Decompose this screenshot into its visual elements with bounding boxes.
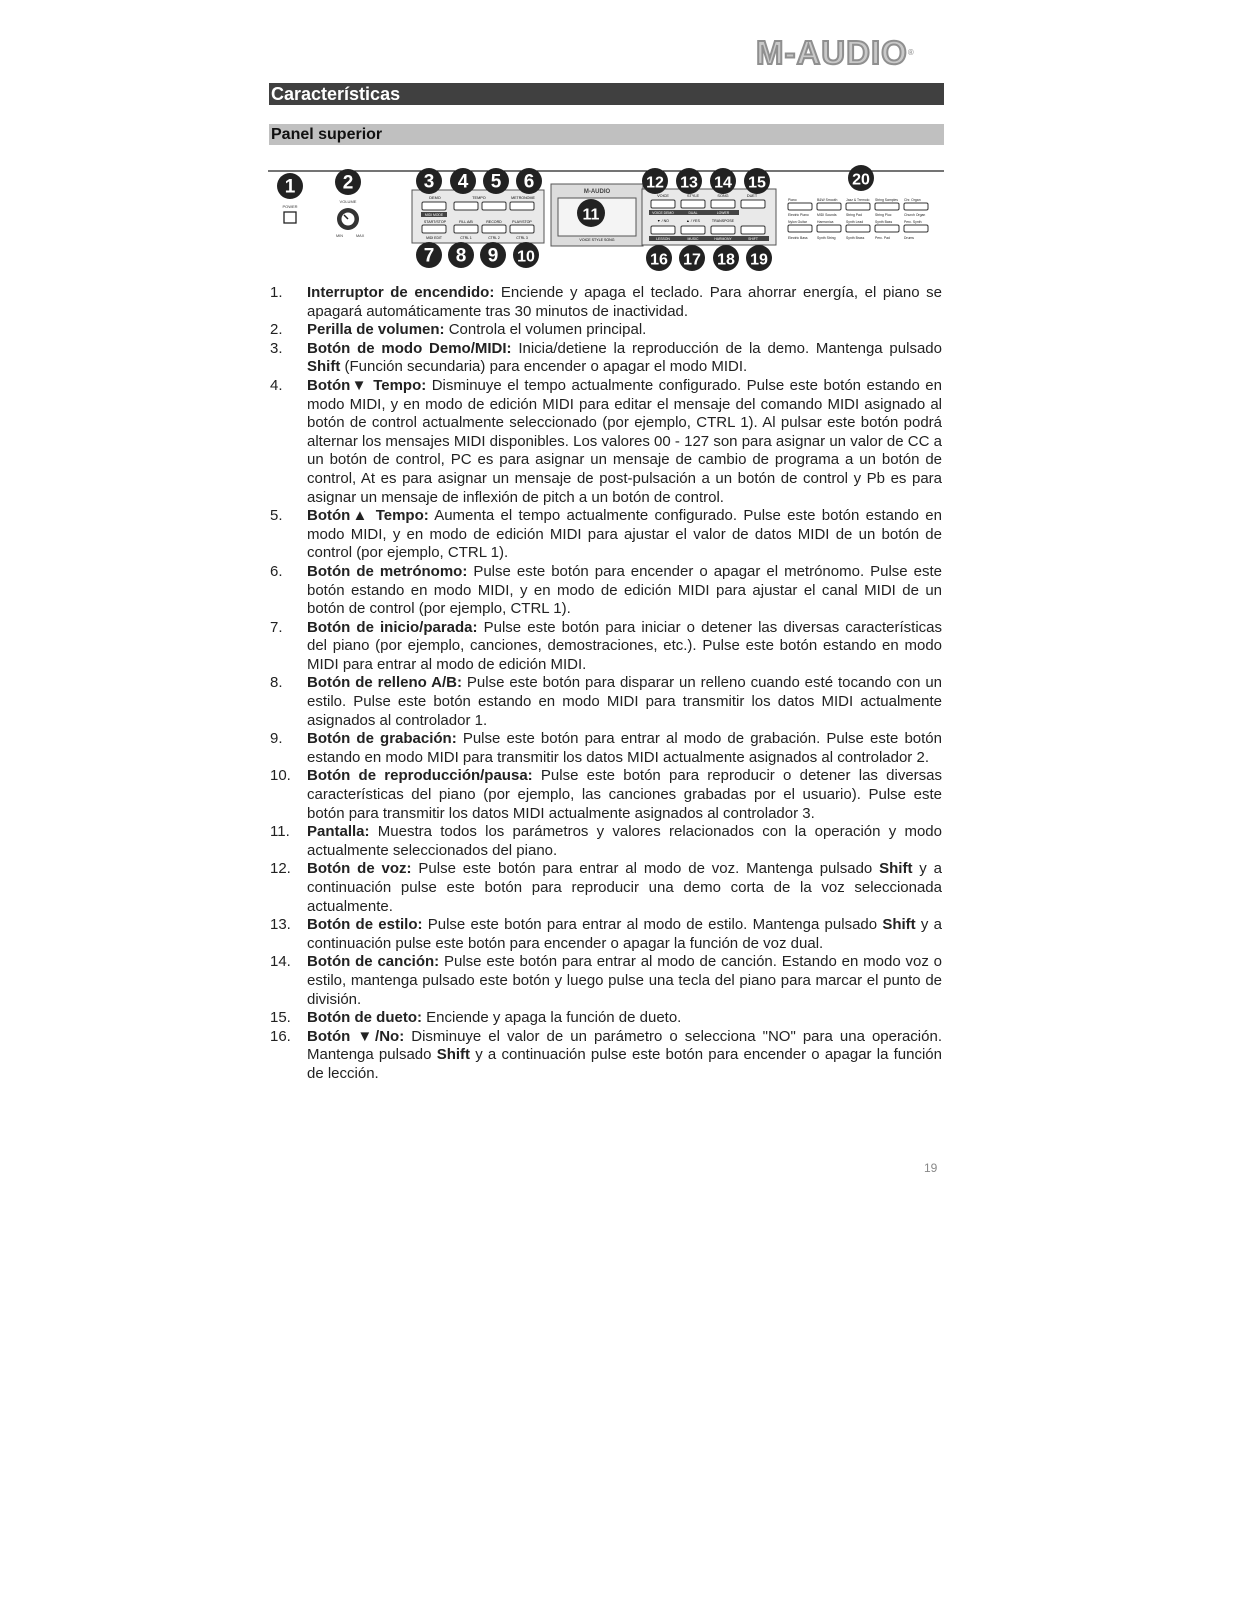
voice-label: String Pad xyxy=(846,213,862,217)
callout-18 xyxy=(713,245,739,271)
item-title: Botón▼ Tempo: xyxy=(307,376,427,394)
feature-item xyxy=(270,674,942,730)
section-title: Características xyxy=(269,83,944,105)
voice-label: String Samples xyxy=(875,198,898,202)
svg-text:HARMONY: HARMONY xyxy=(714,237,732,241)
callout-label: 18 xyxy=(717,251,735,269)
feature-item xyxy=(270,321,942,340)
svg-text:MIDI EDIT: MIDI EDIT xyxy=(426,236,442,240)
item-text-continued: y a continuación pulse este botón para encender o apagar la función de voz dual. xyxy=(307,916,942,952)
callout-label: 5 xyxy=(490,171,502,193)
svg-text:DEMO: DEMO xyxy=(429,196,441,200)
svg-text:SONG: SONG xyxy=(717,194,729,198)
callout-label: 4 xyxy=(457,171,469,193)
callout-label: 7 xyxy=(423,245,435,267)
callout-9 xyxy=(480,242,506,268)
callout-4 xyxy=(450,168,476,194)
item-number: 15. xyxy=(270,1009,291,1027)
svg-text:VOICE: VOICE xyxy=(657,194,669,198)
feature-item xyxy=(270,730,942,767)
item-text: Pulse este botón para entrar al modo de estilo. Mantenga pulsado xyxy=(422,916,883,934)
callout-7 xyxy=(416,242,442,268)
item-title: Botón de voz: xyxy=(307,860,412,878)
callout-label: 10 xyxy=(517,248,535,266)
feature-item xyxy=(270,284,942,321)
svg-text:POWER: POWER xyxy=(282,204,298,209)
item-number: 6. xyxy=(270,562,283,580)
svg-text:START/STOP: START/STOP xyxy=(423,220,447,224)
control-panel-left xyxy=(412,190,544,243)
item-number: 14. xyxy=(270,953,291,971)
item-number: 10. xyxy=(270,767,291,785)
item-title: Botón de relleno A/B: xyxy=(307,674,462,692)
voice-label: Perc. Synth xyxy=(904,220,922,224)
item-number: 1. xyxy=(270,284,283,301)
feature-list xyxy=(270,284,942,1084)
voice-label: Jazz & Tremolo xyxy=(846,198,870,202)
feature-item xyxy=(270,563,942,619)
item-text: Pulse este botón para entrar al modo de grabación. Pulse este botón estando en modo MIDI para transmitir los datos MIDI actualmente asignados al controlador 2. xyxy=(307,730,942,766)
item-text: Pulse este botón para iniciar o detener las diversas características del piano (por ejemplo, canciones, demostraciones, etc.). Pulse este botón estando en modo MIDI para entrar al modo de edición MIDI. xyxy=(307,618,942,673)
svg-text:VOLUME: VOLUME xyxy=(339,199,357,204)
callout-label: 12 xyxy=(646,174,664,192)
item-number: 16. xyxy=(270,1027,291,1045)
callout-2 xyxy=(335,169,361,195)
item-title: Interruptor de encendido: xyxy=(307,284,495,301)
item-text: Aumenta el tempo actualmente configurado. Pulse este botón estando en modo MIDI, y en modo de edición MIDI para ajustar el valor de datos MIDI de un botón de control (por ejemplo, CTRL 1). xyxy=(307,507,942,562)
callout-label: 13 xyxy=(680,174,698,192)
voice-grid xyxy=(788,198,928,240)
svg-text:FILL A/B: FILL A/B xyxy=(459,220,473,224)
item-key-shift: Shift xyxy=(882,916,916,934)
item-title: Botón de reproducción/pausa: xyxy=(307,767,533,785)
callout-15 xyxy=(744,168,770,194)
item-text-continued: y a continuación pulse este botón para reproducir una demo corta de la voz seleccionada actualmente. xyxy=(307,860,943,915)
item-number: 4. xyxy=(270,376,283,394)
callout-12 xyxy=(642,168,668,194)
voice-button xyxy=(875,198,899,217)
svg-text:METRONOME: METRONOME xyxy=(511,196,535,200)
voice-button xyxy=(904,198,928,217)
feature-item xyxy=(270,377,942,507)
callout-13 xyxy=(676,168,702,194)
item-number: 2. xyxy=(270,321,283,339)
item-text: Controla el volumen principal. xyxy=(444,321,647,339)
voice-label: Synth Lead xyxy=(846,220,864,224)
svg-text:▼ / NO: ▼ / NO xyxy=(657,219,669,223)
callout-8 xyxy=(448,242,474,268)
svg-text:LESSON: LESSON xyxy=(656,237,670,241)
item-text: Disminuye el valor de un parámetro o selecciona "NO" para una operación. Mantenga pulsado xyxy=(307,1027,942,1064)
item-number: 3. xyxy=(270,339,283,357)
voice-button xyxy=(788,198,812,217)
feature-item xyxy=(270,767,942,823)
item-text: Pulse este botón para disparar un relleno cuando esté tocando con un estilo. Pulse este botón estando en modo MIDI para transmitir los datos MIDI actualmente asignados al controlador 1. xyxy=(307,674,942,729)
voice-label: B&W Smooth xyxy=(817,198,838,202)
callout-17 xyxy=(679,245,705,271)
item-text: Pulse este botón para entrar al modo de canción. Estando en modo voz o estilo, mantenga pulsado este botón y luego pulse una tecla del piano para marcar el punto de división. xyxy=(307,953,942,1008)
voice-label: Drums xyxy=(904,236,914,240)
svg-text:MAX: MAX xyxy=(356,234,365,238)
item-number: 9. xyxy=(270,730,283,748)
voice-label: Harmonica xyxy=(817,220,834,224)
item-number: 7. xyxy=(270,618,283,636)
voice-label: MIDI Sounds xyxy=(817,213,837,217)
volume-knob xyxy=(336,199,365,238)
svg-text:STYLE: STYLE xyxy=(686,194,700,198)
callout-14 xyxy=(710,168,736,194)
callout-label: 1 xyxy=(284,176,296,198)
svg-text:TRANSPOSE: TRANSPOSE xyxy=(711,219,735,223)
item-title: Botón de modo Demo/MIDI: xyxy=(307,339,512,357)
callout-19 xyxy=(746,245,772,271)
callout-label: 20 xyxy=(852,171,870,189)
callout-3 xyxy=(416,168,442,194)
item-number: 11. xyxy=(270,823,290,841)
svg-text:MUSIC: MUSIC xyxy=(687,237,699,241)
item-title: Pantalla: xyxy=(307,823,370,841)
item-text: Muestra todos los parámetros y valores relacionados con la operación y modo actualmente seleccionados del piano. xyxy=(307,823,942,859)
svg-text:RECORD: RECORD xyxy=(486,220,502,224)
callout-label: 15 xyxy=(748,174,766,192)
svg-text:LOWER: LOWER xyxy=(716,211,730,215)
svg-text:VOICE STYLE SONG: VOICE STYLE SONG xyxy=(579,238,615,242)
svg-text:CTRL 1: CTRL 1 xyxy=(460,236,472,240)
callout-5 xyxy=(483,168,509,194)
callout-20 xyxy=(848,165,874,191)
callout-label: 6 xyxy=(523,171,535,193)
voice-button xyxy=(904,220,928,240)
callout-10 xyxy=(513,242,539,268)
top-panel-diagram xyxy=(268,160,946,275)
item-number: 12. xyxy=(270,860,291,878)
svg-text:M-AUDIO: M-AUDIO xyxy=(583,189,611,195)
item-title: Botón de canción: xyxy=(307,953,440,971)
item-number: 5. xyxy=(270,507,283,525)
item-title: Botón▲ Tempo: xyxy=(307,507,429,525)
svg-text:VOICE DEMO: VOICE DEMO xyxy=(652,211,674,215)
voice-label: Church Organ xyxy=(904,213,926,217)
callout-label: 2 xyxy=(342,172,354,194)
voice-label: Synth Brass xyxy=(846,236,865,240)
voice-label: Electric Piano xyxy=(788,213,809,217)
voice-label: Chr. Organ xyxy=(904,198,921,202)
svg-text:DUAL: DUAL xyxy=(688,211,698,215)
svg-text:CTRL 3: CTRL 3 xyxy=(516,236,528,240)
power-switch xyxy=(282,204,297,223)
item-text: Inicia/detiene la reproducción de la demo. Mantenga pulsado xyxy=(511,339,942,357)
item-title: Botón de dueto: xyxy=(307,1009,422,1027)
item-text-continued: y a continuación pulse este botón para encender o apagar la función de lección. xyxy=(307,1046,942,1082)
callout-6 xyxy=(516,168,542,194)
svg-text:PLAY/STOP: PLAY/STOP xyxy=(512,220,532,224)
voice-button xyxy=(846,220,870,240)
callout-label: 17 xyxy=(683,251,701,269)
svg-text:CTRL 2: CTRL 2 xyxy=(488,236,500,240)
callout-11 xyxy=(577,199,605,227)
callout-label: 9 xyxy=(487,245,499,267)
item-title: Botón ▼/No: xyxy=(307,1027,405,1045)
svg-text:MIN: MIN xyxy=(336,234,343,238)
callout-label: 3 xyxy=(423,171,435,193)
brand-logo: M-AUDIO® xyxy=(756,34,915,71)
callout-label: 14 xyxy=(714,174,732,192)
item-text: Pulse este botón para entrar al modo de voz. Mantenga pulsado xyxy=(411,860,880,878)
voice-label: Perc. Pad xyxy=(875,236,890,240)
voice-label: Synth Bass xyxy=(875,220,893,224)
voice-button xyxy=(788,220,812,240)
feature-item xyxy=(270,1009,942,1028)
feature-item xyxy=(270,823,942,860)
callout-label: 11 xyxy=(582,206,600,224)
svg-text:▲ / YES: ▲ / YES xyxy=(686,219,700,223)
svg-text:MIDI MODE: MIDI MODE xyxy=(424,213,444,217)
page-number: 19 xyxy=(924,1161,938,1175)
voice-label: String Pluc xyxy=(875,213,892,217)
feature-item xyxy=(270,953,942,1009)
voice-button xyxy=(817,220,841,240)
voice-label: Piano xyxy=(788,198,797,202)
item-title: Botón de grabación: xyxy=(307,730,457,748)
voice-button xyxy=(875,220,899,240)
callout-16 xyxy=(646,245,672,271)
voice-button xyxy=(817,198,841,217)
feature-item xyxy=(270,619,942,675)
item-title: Botón de estilo: xyxy=(307,916,423,934)
item-number: 8. xyxy=(270,674,283,692)
svg-text:SHIFT: SHIFT xyxy=(748,237,758,241)
feature-item xyxy=(270,916,942,953)
callout-label: 19 xyxy=(750,251,768,269)
item-number: 13. xyxy=(270,916,291,934)
voice-label: Nylon Guitar xyxy=(788,220,807,224)
feature-item xyxy=(270,860,942,916)
feature-item xyxy=(270,1028,942,1084)
voice-label: Synth String xyxy=(817,236,836,240)
voice-button xyxy=(846,198,870,217)
callout-label: 8 xyxy=(455,245,467,267)
item-text: Enciende y apaga el teclado. Para ahorrar energía, el piano se apagará automáticamente tras 30 minutos de inactividad. xyxy=(307,284,942,320)
item-key-shift: Shift xyxy=(879,860,913,878)
callout-label: 16 xyxy=(650,251,668,269)
control-panel-right xyxy=(642,189,776,245)
svg-text:TEMPO: TEMPO xyxy=(472,196,486,200)
feature-item xyxy=(270,507,942,563)
item-title: Perilla de volumen: xyxy=(307,321,445,339)
item-text-continued: (Función secundaria) para encender o apagar el modo MIDI. xyxy=(340,358,748,376)
svg-text:DUET: DUET xyxy=(746,194,758,198)
voice-label: Electric Bass xyxy=(788,236,808,240)
subsection-title: Panel superior xyxy=(269,124,944,145)
item-key-shift: Shift xyxy=(436,1046,471,1064)
item-key-shift: Shift xyxy=(307,358,341,376)
item-title: Botón de inicio/parada: xyxy=(307,618,478,636)
item-title: Botón de metrónomo: xyxy=(307,562,468,580)
item-text: Disminuye el tempo actualmente configurado. Pulse este botón estando en modo MIDI, y en modo de edición MIDI para editar el mensaje del comando MIDI asignado al botón de control actualmente seleccionado (por ejemplo, CTRL 1). Al pulsar este botón podrá alternar los mensajes MIDI disponibles. Los valores 00 - 127 son para asignar un valor de CC a un botón de control, PC es para asignar un mensaje de cambio de programa a un botón de control, At es para asignar un mensaje de post-pulsación a un botón de control y Pb es para asignar un mensaje de inflexión de pitch a un botón de control. xyxy=(307,376,942,506)
callout-1 xyxy=(277,173,303,199)
item-text: Enciende y apaga la función de dueto. xyxy=(421,1009,682,1027)
feature-item xyxy=(270,340,942,377)
item-text: Pulse este botón para reproducir o detener las diversas características del piano (por ejemplo, las canciones grabadas por el usuario). Pulse este botón para transmitir los datos MIDI actualmente asignados al controlador 3. xyxy=(307,767,942,822)
item-text: Pulse este botón para encender o apagar el metrónomo. Pulse este botón estando en modo MIDI, y en modo de edición MIDI para ajustar el canal MIDI de un botón de control (por ejemplo, CTRL 1). xyxy=(307,562,942,618)
